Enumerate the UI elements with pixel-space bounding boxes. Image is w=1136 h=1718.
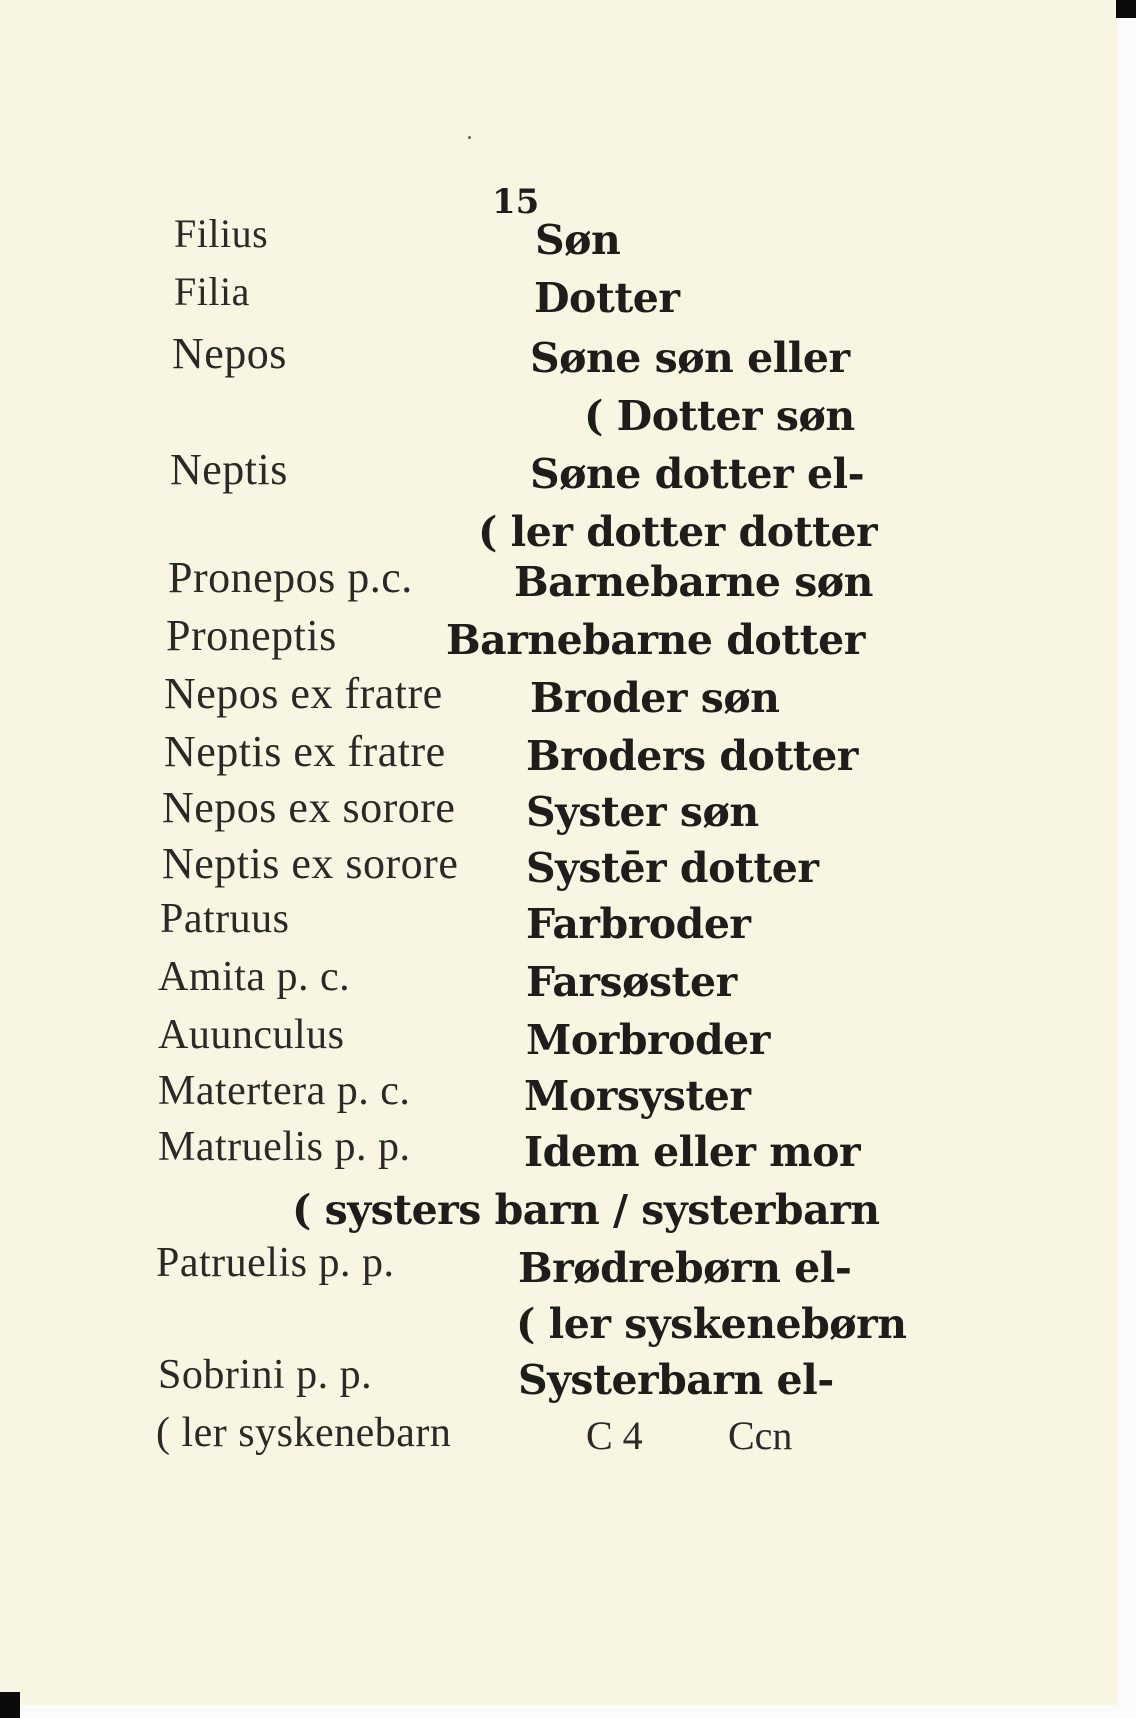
latin-term: Patruus <box>160 896 290 942</box>
danish-translation: Syster søn <box>526 788 759 836</box>
latin-term: Auunculus <box>158 1012 345 1058</box>
danish-translation: Søne dotter el- <box>530 450 865 498</box>
entry-row <box>0 839 1120 898</box>
danish-translation: Brødrebørn el- <box>518 1244 852 1292</box>
entry-row <box>0 1298 1120 1354</box>
danish-translation: Systerbarn el- <box>518 1356 834 1404</box>
latin-term: Neptis ex fratre <box>164 727 446 776</box>
latin-term: Matertera p. c. <box>158 1068 411 1114</box>
danish-translation: Broders dotter <box>526 732 858 780</box>
entry-row <box>0 211 1120 270</box>
entry-row <box>0 553 1120 612</box>
entry-row <box>0 669 1120 728</box>
danish-translation: Systēr dotter <box>526 844 819 892</box>
scan-bottom-edge <box>0 1705 1136 1718</box>
latin-term: ( ler syskenebarn <box>156 1410 452 1456</box>
latin-term: Pronepos p.c. <box>168 553 413 602</box>
entry-row <box>0 329 1120 388</box>
entry-row <box>0 1070 1120 1126</box>
latin-term: Matruelis p. p. <box>158 1124 411 1170</box>
danish-translation: ( Dotter søn <box>584 392 855 440</box>
entry-row <box>0 390 1120 446</box>
danish-translation: Dotter <box>534 274 680 322</box>
danish-translation: ( systers barn / systerbarn <box>292 1186 880 1234</box>
latin-term: Nepos ex sorore <box>162 783 456 832</box>
danish-translation: ( ler dotter dotter <box>478 508 878 556</box>
entry-row <box>0 1242 1120 1298</box>
latin-term: Neptis ex sorore <box>162 839 459 888</box>
entry-row <box>0 727 1120 786</box>
scan-corner-mark <box>1116 0 1136 18</box>
catchword: Ccn <box>728 1413 793 1458</box>
entry-row <box>0 611 1120 670</box>
latin-term: Patruelis p. p. <box>156 1240 395 1286</box>
page-number: 15 <box>492 182 540 222</box>
danish-translation: Barnebarne dotter <box>446 616 865 664</box>
danish-translation: Farsøster <box>526 958 737 1006</box>
signature-mark: C 4 <box>586 1413 643 1458</box>
latin-term: Nepos ex fratre <box>164 669 443 718</box>
entry-row <box>0 1184 1120 1240</box>
danish-translation: Barnebarne søn <box>514 558 873 606</box>
danish-translation: Søne søn eller <box>530 334 850 382</box>
danish-translation: Farbroder <box>526 900 751 948</box>
entry-row <box>0 783 1120 842</box>
danish-translation: Morbroder <box>526 1016 770 1064</box>
scan-left-mark <box>0 1692 20 1718</box>
entry-row <box>0 1412 1120 1468</box>
entry-row <box>0 445 1120 504</box>
danish-translation: Broder søn <box>530 674 780 722</box>
scan-right-edge <box>1118 0 1136 1718</box>
latin-term: Filius <box>174 211 269 256</box>
entry-row <box>0 269 1120 328</box>
entry-row <box>0 1014 1120 1070</box>
ink-speck <box>468 136 471 139</box>
entry-row <box>0 898 1120 954</box>
danish-translation: Idem eller mor <box>524 1128 861 1176</box>
latin-term: Neptis <box>170 445 288 494</box>
danish-translation: Morsyster <box>524 1072 751 1120</box>
latin-term: Amita p. c. <box>158 954 351 1000</box>
latin-term: Sobrini p. p. <box>158 1352 373 1398</box>
entry-row <box>0 1126 1120 1182</box>
entry-row <box>0 956 1120 1012</box>
latin-term: Filia <box>174 269 250 314</box>
danish-translation: ( ler syskenebørn <box>516 1300 907 1348</box>
latin-term: Proneptis <box>166 611 337 660</box>
entry-row <box>0 1354 1120 1410</box>
danish-translation: Søn <box>535 216 621 264</box>
latin-term: Nepos <box>172 329 287 378</box>
